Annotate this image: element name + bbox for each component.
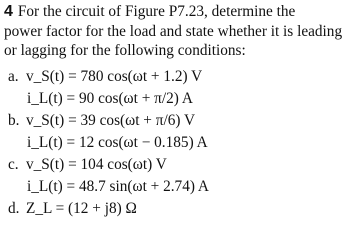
part-c xyxy=(4,154,356,198)
part-a xyxy=(4,66,356,110)
source-voltage-equation: v_S(t) = 104 cos(ωt) V xyxy=(26,155,167,173)
statement-line-2: power factor for the load and state whether it is leading xyxy=(4,22,343,40)
load-impedance-equation: Z_L = (12 + j8) Ω xyxy=(26,199,137,217)
load-current-equation: i_L(t) = 90 cos(ωt + π/2) A xyxy=(27,89,193,107)
source-voltage-equation: v_S(t) = 39 cos(ωt + π/6) V xyxy=(26,111,196,129)
problem-4 xyxy=(4,2,356,220)
problem-statement xyxy=(4,2,356,61)
part-b xyxy=(4,110,356,154)
parts-list xyxy=(4,66,356,220)
part-label: b. xyxy=(8,111,20,129)
load-current-equation: i_L(t) = 48.7 sin(ωt + 2.74) A xyxy=(27,177,209,195)
source-voltage-equation: v_S(t) = 780 cos(ωt + 1.2) V xyxy=(26,67,203,85)
load-current-equation: i_L(t) = 12 cos(ωt − 0.185) A xyxy=(27,133,208,151)
statement-line-3: or lagging for the following conditions: xyxy=(4,42,246,59)
part-d xyxy=(4,198,356,220)
statement-line-1: For the circuit of Figure P7.23, determine the xyxy=(17,3,296,20)
part-label: a. xyxy=(8,67,19,85)
part-label: c. xyxy=(8,155,19,173)
part-label: d. xyxy=(8,199,20,217)
problem-number: 4 xyxy=(4,3,13,20)
